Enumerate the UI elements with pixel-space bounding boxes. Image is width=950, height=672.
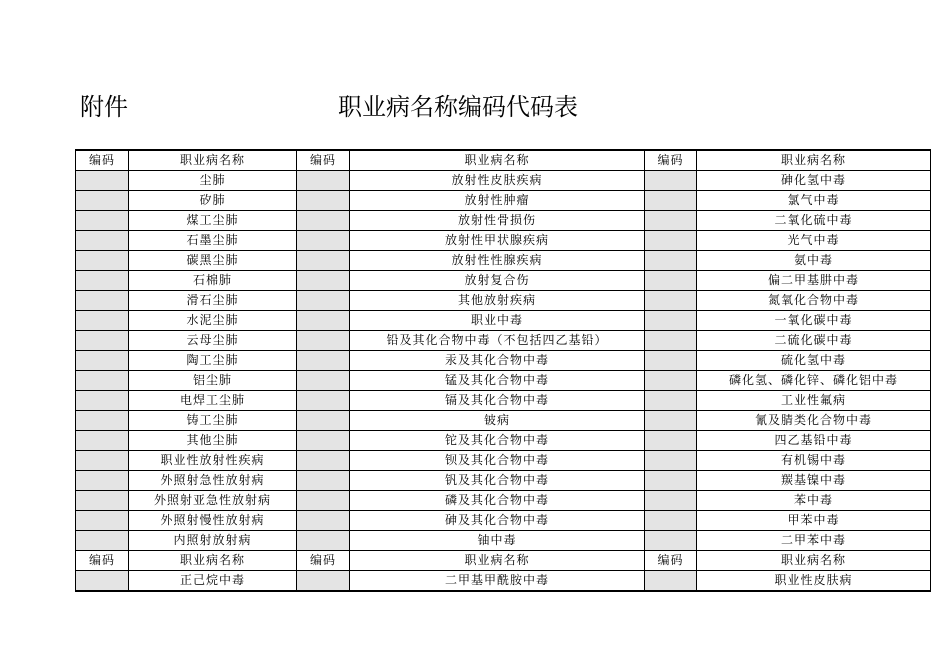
code-cell bbox=[645, 411, 697, 431]
disease-name-cell: 有机锡中毒 bbox=[697, 451, 931, 471]
code-cell bbox=[76, 411, 129, 431]
disease-name-cell: 四乙基铅中毒 bbox=[697, 431, 931, 451]
table-header-row bbox=[76, 551, 931, 571]
code-cell bbox=[76, 171, 129, 191]
disease-name-cell: 石棉肺 bbox=[129, 271, 297, 291]
disease-name-cell: 铀中毒 bbox=[350, 531, 645, 551]
disease-name-cell: 外照射急性放射病 bbox=[129, 471, 297, 491]
table-row bbox=[76, 271, 931, 291]
code-cell bbox=[76, 351, 129, 371]
code-cell bbox=[645, 431, 697, 451]
column-header-name: 职业病名称 bbox=[129, 551, 297, 571]
code-cell bbox=[297, 431, 350, 451]
disease-name-cell: 尘肺 bbox=[129, 171, 297, 191]
table-row bbox=[76, 291, 931, 311]
disease-name-cell: 外照射亚急性放射病 bbox=[129, 491, 297, 511]
disease-name-cell: 二甲苯中毒 bbox=[697, 531, 931, 551]
disease-name-cell: 氯气中毒 bbox=[697, 191, 931, 211]
disease-name-cell: 工业性氟病 bbox=[697, 391, 931, 411]
disease-code-table bbox=[75, 149, 931, 592]
disease-name-cell: 正己烷中毒 bbox=[129, 571, 297, 592]
code-cell bbox=[645, 331, 697, 351]
disease-name-cell: 陶工尘肺 bbox=[129, 351, 297, 371]
code-cell bbox=[297, 331, 350, 351]
table-row bbox=[76, 531, 931, 551]
code-cell bbox=[76, 211, 129, 231]
code-cell bbox=[297, 491, 350, 511]
disease-name-cell: 硫化氢中毒 bbox=[697, 351, 931, 371]
disease-name-cell: 磷化氢、磷化锌、磷化铝中毒 bbox=[697, 371, 931, 391]
table-row bbox=[76, 491, 931, 511]
disease-name-cell: 铸工尘肺 bbox=[129, 411, 297, 431]
column-header-code: 编码 bbox=[76, 150, 129, 171]
disease-name-cell: 光气中毒 bbox=[697, 231, 931, 251]
disease-name-cell: 铅及其化合物中毒（不包括四乙基铅） bbox=[350, 331, 645, 351]
disease-name-cell: 甲苯中毒 bbox=[697, 511, 931, 531]
disease-name-cell: 职业性皮肤病 bbox=[697, 571, 931, 592]
code-cell bbox=[297, 271, 350, 291]
code-cell bbox=[645, 371, 697, 391]
code-cell bbox=[76, 531, 129, 551]
column-header-code: 编码 bbox=[645, 150, 697, 171]
disease-name-cell: 铊及其化合物中毒 bbox=[350, 431, 645, 451]
disease-name-cell: 二硫化碳中毒 bbox=[697, 331, 931, 351]
page-title: 职业病名称编码代码表 bbox=[338, 93, 578, 121]
disease-name-cell: 矽肺 bbox=[129, 191, 297, 211]
table-row bbox=[76, 331, 931, 351]
code-cell bbox=[645, 291, 697, 311]
disease-name-cell: 锰及其化合物中毒 bbox=[350, 371, 645, 391]
code-cell bbox=[645, 271, 697, 291]
table-row bbox=[76, 231, 931, 251]
disease-name-cell: 偏二甲基肼中毒 bbox=[697, 271, 931, 291]
code-cell bbox=[76, 471, 129, 491]
code-cell bbox=[645, 471, 697, 491]
disease-name-cell: 煤工尘肺 bbox=[129, 211, 297, 231]
table-row bbox=[76, 171, 931, 191]
disease-name-cell: 磷及其化合物中毒 bbox=[350, 491, 645, 511]
disease-name-cell: 放射性性腺疾病 bbox=[350, 251, 645, 271]
table-row bbox=[76, 251, 931, 271]
disease-name-cell: 其他尘肺 bbox=[129, 431, 297, 451]
table-row bbox=[76, 351, 931, 371]
annex-label: 附件 bbox=[80, 93, 128, 121]
code-cell bbox=[76, 371, 129, 391]
disease-name-cell: 放射复合伤 bbox=[350, 271, 645, 291]
code-cell bbox=[76, 251, 129, 271]
table-row bbox=[76, 211, 931, 231]
code-cell bbox=[645, 571, 697, 592]
table-row bbox=[76, 451, 931, 471]
code-cell bbox=[76, 291, 129, 311]
disease-name-cell: 二甲基甲酰胺中毒 bbox=[350, 571, 645, 592]
code-cell bbox=[76, 231, 129, 251]
disease-name-cell: 苯中毒 bbox=[697, 491, 931, 511]
disease-name-cell: 其他放射疾病 bbox=[350, 291, 645, 311]
disease-name-cell: 铍病 bbox=[350, 411, 645, 431]
code-cell bbox=[645, 251, 697, 271]
code-cell bbox=[645, 351, 697, 371]
table-row bbox=[76, 411, 931, 431]
disease-name-cell: 电焊工尘肺 bbox=[129, 391, 297, 411]
code-cell bbox=[297, 451, 350, 471]
code-cell bbox=[297, 411, 350, 431]
code-cell bbox=[645, 531, 697, 551]
disease-name-cell: 石墨尘肺 bbox=[129, 231, 297, 251]
code-cell bbox=[645, 491, 697, 511]
code-cell bbox=[76, 511, 129, 531]
code-cell bbox=[297, 291, 350, 311]
code-cell bbox=[297, 471, 350, 491]
table-body bbox=[76, 150, 931, 591]
disease-name-cell: 氨中毒 bbox=[697, 251, 931, 271]
disease-name-cell: 职业性放射性疾病 bbox=[129, 451, 297, 471]
disease-name-cell: 滑石尘肺 bbox=[129, 291, 297, 311]
table-row bbox=[76, 371, 931, 391]
disease-name-cell: 一氧化碳中毒 bbox=[697, 311, 931, 331]
code-cell bbox=[645, 231, 697, 251]
disease-name-cell: 放射性皮肤疾病 bbox=[350, 171, 645, 191]
column-header-name: 职业病名称 bbox=[350, 150, 645, 171]
code-cell bbox=[297, 531, 350, 551]
disease-name-cell: 铝尘肺 bbox=[129, 371, 297, 391]
disease-name-cell: 放射性骨损伤 bbox=[350, 211, 645, 231]
code-cell bbox=[76, 391, 129, 411]
disease-name-cell: 水泥尘肺 bbox=[129, 311, 297, 331]
code-cell bbox=[645, 311, 697, 331]
code-cell bbox=[297, 251, 350, 271]
column-header-code: 编码 bbox=[297, 551, 350, 571]
table-row bbox=[76, 431, 931, 451]
column-header-name: 职业病名称 bbox=[129, 150, 297, 171]
code-cell bbox=[297, 351, 350, 371]
code-cell bbox=[297, 191, 350, 211]
column-header-name: 职业病名称 bbox=[697, 551, 931, 571]
code-cell bbox=[297, 171, 350, 191]
disease-name-cell: 钒及其化合物中毒 bbox=[350, 471, 645, 491]
column-header-name: 职业病名称 bbox=[350, 551, 645, 571]
table-row bbox=[76, 471, 931, 491]
table-row bbox=[76, 191, 931, 211]
disease-name-cell: 放射性甲状腺疾病 bbox=[350, 231, 645, 251]
code-cell bbox=[645, 451, 697, 471]
disease-name-cell: 镉及其化合物中毒 bbox=[350, 391, 645, 411]
code-cell bbox=[76, 451, 129, 471]
disease-name-cell: 汞及其化合物中毒 bbox=[350, 351, 645, 371]
code-cell bbox=[297, 391, 350, 411]
code-cell bbox=[297, 571, 350, 592]
code-cell bbox=[645, 191, 697, 211]
disease-name-cell: 二氧化硫中毒 bbox=[697, 211, 931, 231]
table-row bbox=[76, 311, 931, 331]
code-cell bbox=[76, 331, 129, 351]
disease-name-cell: 外照射慢性放射病 bbox=[129, 511, 297, 531]
code-cell bbox=[76, 271, 129, 291]
table-row bbox=[76, 571, 931, 592]
disease-name-cell: 砷化氢中毒 bbox=[697, 171, 931, 191]
code-cell bbox=[297, 311, 350, 331]
code-cell bbox=[76, 431, 129, 451]
code-cell bbox=[297, 371, 350, 391]
code-cell bbox=[645, 391, 697, 411]
code-cell bbox=[645, 511, 697, 531]
code-cell bbox=[645, 211, 697, 231]
table-header-row bbox=[76, 150, 931, 171]
code-cell bbox=[297, 231, 350, 251]
code-cell bbox=[76, 571, 129, 592]
code-cell bbox=[297, 511, 350, 531]
table-row bbox=[76, 391, 931, 411]
disease-name-cell: 钡及其化合物中毒 bbox=[350, 451, 645, 471]
code-cell bbox=[297, 211, 350, 231]
disease-name-cell: 碳黑尘肺 bbox=[129, 251, 297, 271]
table-row bbox=[76, 511, 931, 531]
column-header-name: 职业病名称 bbox=[697, 150, 931, 171]
disease-name-cell: 放射性肿瘤 bbox=[350, 191, 645, 211]
disease-name-cell: 职业中毒 bbox=[350, 311, 645, 331]
disease-name-cell: 内照射放射病 bbox=[129, 531, 297, 551]
code-cell bbox=[76, 311, 129, 331]
disease-name-cell: 羰基镍中毒 bbox=[697, 471, 931, 491]
disease-name-cell: 云母尘肺 bbox=[129, 331, 297, 351]
column-header-code: 编码 bbox=[297, 150, 350, 171]
disease-name-cell: 氰及腈类化合物中毒 bbox=[697, 411, 931, 431]
code-cell bbox=[76, 491, 129, 511]
disease-name-cell: 氮氧化合物中毒 bbox=[697, 291, 931, 311]
column-header-code: 编码 bbox=[76, 551, 129, 571]
column-header-code: 编码 bbox=[645, 551, 697, 571]
code-cell bbox=[76, 191, 129, 211]
disease-name-cell: 砷及其化合物中毒 bbox=[350, 511, 645, 531]
code-cell bbox=[645, 171, 697, 191]
